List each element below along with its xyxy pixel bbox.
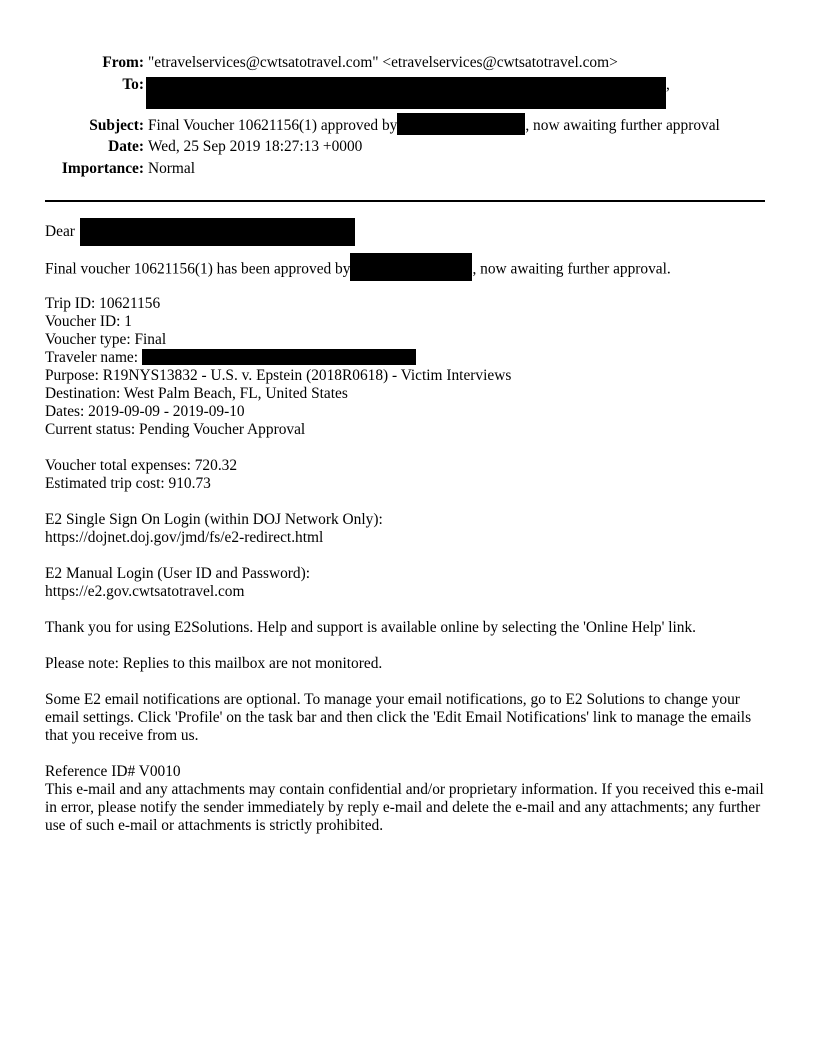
destination: Destination: West Palm Beach, FL, United States — [45, 385, 348, 402]
subject-value — [148, 117, 720, 135]
traveler-name-redaction — [142, 349, 416, 365]
importance-label: Importance: — [61, 160, 144, 177]
approval-suffix: , now awaiting further approval. — [472, 260, 671, 278]
to-redaction — [146, 77, 666, 109]
note-text: Please note: Replies to this mailbox are not monitored. — [45, 655, 383, 672]
greeting: Dear — [45, 223, 75, 240]
sso-login — [45, 511, 770, 547]
note-para — [45, 655, 770, 673]
header-divider — [45, 200, 765, 202]
cost-details — [45, 457, 770, 493]
estimated-cost: Estimated trip cost: 910.73 — [45, 475, 211, 492]
trip-details — [45, 295, 770, 439]
sso-url: https://dojnet.doj.gov/jmd/fs/e2-redirect.html — [45, 529, 324, 546]
trip-id: Trip ID: 10621156 — [45, 295, 161, 312]
voucher-total: Voucher total expenses: 720.32 — [45, 457, 238, 474]
subject-redaction — [397, 113, 525, 135]
voucher-type: Voucher type: Final — [45, 331, 167, 348]
manual-label: E2 Manual Login (User ID and Password): — [45, 565, 311, 582]
approval-line — [45, 259, 671, 277]
subject-label: Subject: — [89, 117, 144, 134]
dates: Dates: 2019-09-09 - 2019-09-10 — [45, 403, 245, 420]
purpose: Purpose: R19NYS13832 - U.S. v. Epstein (2018R0618) - Victim Interviews — [45, 367, 512, 384]
to-trailing-comma: , — [666, 76, 670, 93]
from-label: From: — [102, 54, 144, 71]
importance-value: Normal — [148, 160, 196, 177]
voucher-id: Voucher ID: 1 — [45, 313, 132, 330]
approval-prefix: Final voucher 10621156(1) has been approved by — [45, 260, 351, 278]
greeting-redaction — [80, 218, 355, 246]
traveler-name-label: Traveler name: — [45, 349, 139, 366]
current-status: Current status: Pending Voucher Approval — [45, 421, 306, 438]
date-label: Date: — [108, 138, 144, 155]
to-label: To: — [122, 76, 144, 93]
optional-notice: Some E2 email notifications are optional. To manage your email notifications, go to E2 Solutions to change your email settings. Click 'Profile' on the task bar and then click the 'Edit Email Notifications' link to manage the emails that you receive from us. — [45, 691, 752, 744]
from-value: "etravelservices@cwtsatotravel.com" <etravelservices@cwtsatotravel.com> — [148, 54, 618, 71]
date-value: Wed, 25 Sep 2019 18:27:13 +0000 — [148, 138, 363, 155]
thanks-text: Thank you for using E2Solutions. Help and support is available online by selecting the 'Online Help' link. — [45, 619, 696, 636]
sso-label: E2 Single Sign On Login (within DOJ Network Only): — [45, 511, 383, 528]
reference-block — [45, 763, 770, 835]
subject-suffix: , now awaiting further approval — [525, 117, 720, 134]
reference-id: Reference ID# V0010 — [45, 763, 181, 780]
approver-redaction — [350, 253, 472, 281]
thanks-para — [45, 619, 770, 637]
manual-url: https://e2.gov.cwtsatotravel.com — [45, 583, 245, 600]
subject-prefix: Final Voucher 10621156(1) approved by — [148, 117, 398, 134]
confidentiality-notice: This e-mail and any attachments may contain confidential and/or proprietary information. If you received this e-mail in error, please notify the sender immediately by reply e-mail and delete the e-mail and any attachments; any further use of such e-mail or attachments is strictly prohibited. — [45, 781, 764, 834]
traveler-name-row — [45, 349, 770, 367]
manual-login — [45, 565, 770, 601]
